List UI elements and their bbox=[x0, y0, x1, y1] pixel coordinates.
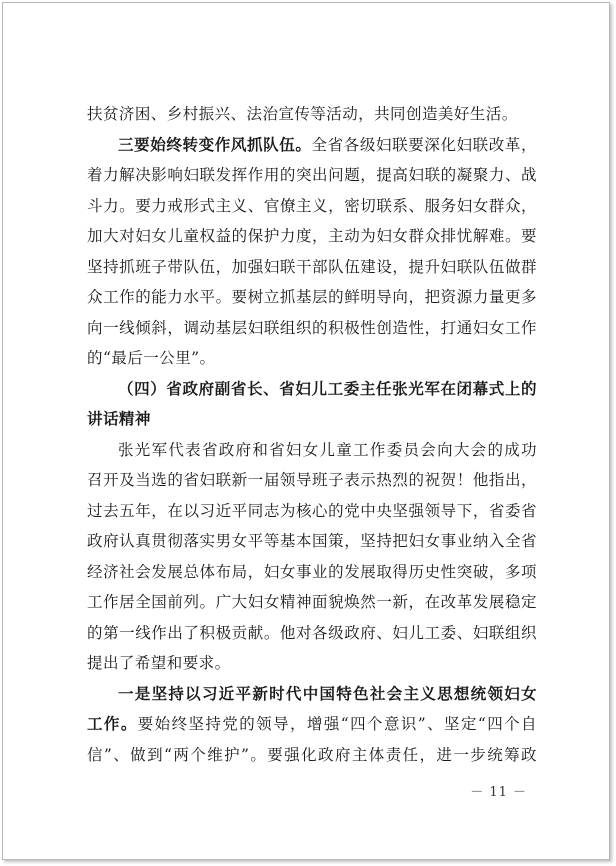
text-segment: 工作居全国前列。广大妇女精神面貌焕然一新，在改革发展稳定 bbox=[87, 593, 537, 611]
text-line bbox=[87, 343, 537, 374]
text-segment: 着力解决影响妇联发挥作用的突出问题，提高妇联的凝聚力、战 bbox=[87, 166, 537, 184]
bold-text-segment: 三要始终转变作风抓队伍。 bbox=[118, 134, 312, 154]
text-segment: 的“最后一公里”。 bbox=[87, 349, 216, 367]
text-line bbox=[87, 740, 537, 771]
text-line bbox=[87, 404, 537, 435]
text-line bbox=[87, 648, 537, 679]
text-line bbox=[87, 191, 537, 222]
text-segment: 扶贫济困、乡村振兴、法治宣传等活动，共同创造美好生活。 bbox=[87, 105, 518, 123]
text-segment: 加大对妇女儿童权益的保护力度，主动为妇女群众排忧解难。要 bbox=[87, 227, 537, 245]
text-segment: 要始终坚持党的领导，增强“四个意识”、坚定“四个自 bbox=[137, 715, 537, 733]
text-segment: 全省各级妇联要深化妇联改革， bbox=[311, 135, 537, 154]
text-segment: 众工作的能力水平。要树立抓基层的鲜明导向，把资源力量更多 bbox=[87, 288, 537, 306]
text-line bbox=[87, 374, 537, 405]
text-line bbox=[87, 130, 537, 161]
text-line bbox=[87, 99, 537, 130]
bold-text-segment: 一是坚持以习近平新时代中国特色社会主义思想统领妇女 bbox=[118, 683, 537, 703]
bold-text-segment: 讲话精神 bbox=[87, 409, 151, 428]
text-line bbox=[87, 313, 537, 344]
document-page bbox=[2, 2, 610, 860]
bold-text-segment: （四）省政府副省长、省妇儿工委主任张光军在闭幕式上的 bbox=[118, 378, 537, 398]
text-segment: 召开及当选的省妇联新一届领导班子表示热烈的祝贺！他指出， bbox=[87, 471, 537, 489]
text-line bbox=[87, 557, 537, 588]
text-line bbox=[87, 618, 537, 649]
text-line bbox=[87, 526, 537, 557]
text-line bbox=[87, 160, 537, 191]
text-line bbox=[87, 252, 537, 283]
page-number: － 11 － bbox=[470, 785, 527, 800]
text-line bbox=[87, 465, 537, 496]
text-segment: 政府认真贯彻落实男女平等基本国策，坚持把妇女事业纳入全省 bbox=[87, 532, 537, 550]
document-body bbox=[87, 99, 537, 770]
text-line bbox=[87, 587, 537, 618]
text-line bbox=[87, 496, 537, 527]
text-segment: 张光军代表省政府和省妇女儿童工作委员会向大会的成功 bbox=[118, 440, 537, 459]
text-segment: 信”、做到“两个维护”。要强化政府主体责任，进一步统筹政 bbox=[87, 745, 537, 764]
text-segment: 向一线倾斜，调动基层妇联组织的积极性创造性，打通妇女工作 bbox=[87, 318, 537, 337]
text-segment: 坚持抓班子带队伍，加强妇联干部队伍建设，提升妇联队伍做群 bbox=[87, 257, 537, 276]
text-line bbox=[87, 282, 537, 313]
text-segment: 经济社会发展总体布局，妇女事业的发展取得历史性突破，多项 bbox=[87, 562, 537, 581]
text-line bbox=[87, 709, 537, 740]
text-segment: 过去五年，在以习近平同志为核心的党中央坚强领导下，省委省 bbox=[87, 501, 537, 520]
text-segment: 斗力。要力戒形式主义、官僚主义，密切联系、服务妇女群众， bbox=[87, 196, 537, 215]
text-segment: 的第一线作出了积极贡献。他对各级政府、妇儿工委、妇联组织 bbox=[87, 623, 537, 642]
text-segment: 提出了希望和要求。 bbox=[87, 654, 231, 672]
text-line bbox=[87, 679, 537, 710]
text-line bbox=[87, 435, 537, 466]
text-line bbox=[87, 221, 537, 252]
bold-text-segment: 工作。 bbox=[87, 714, 138, 733]
